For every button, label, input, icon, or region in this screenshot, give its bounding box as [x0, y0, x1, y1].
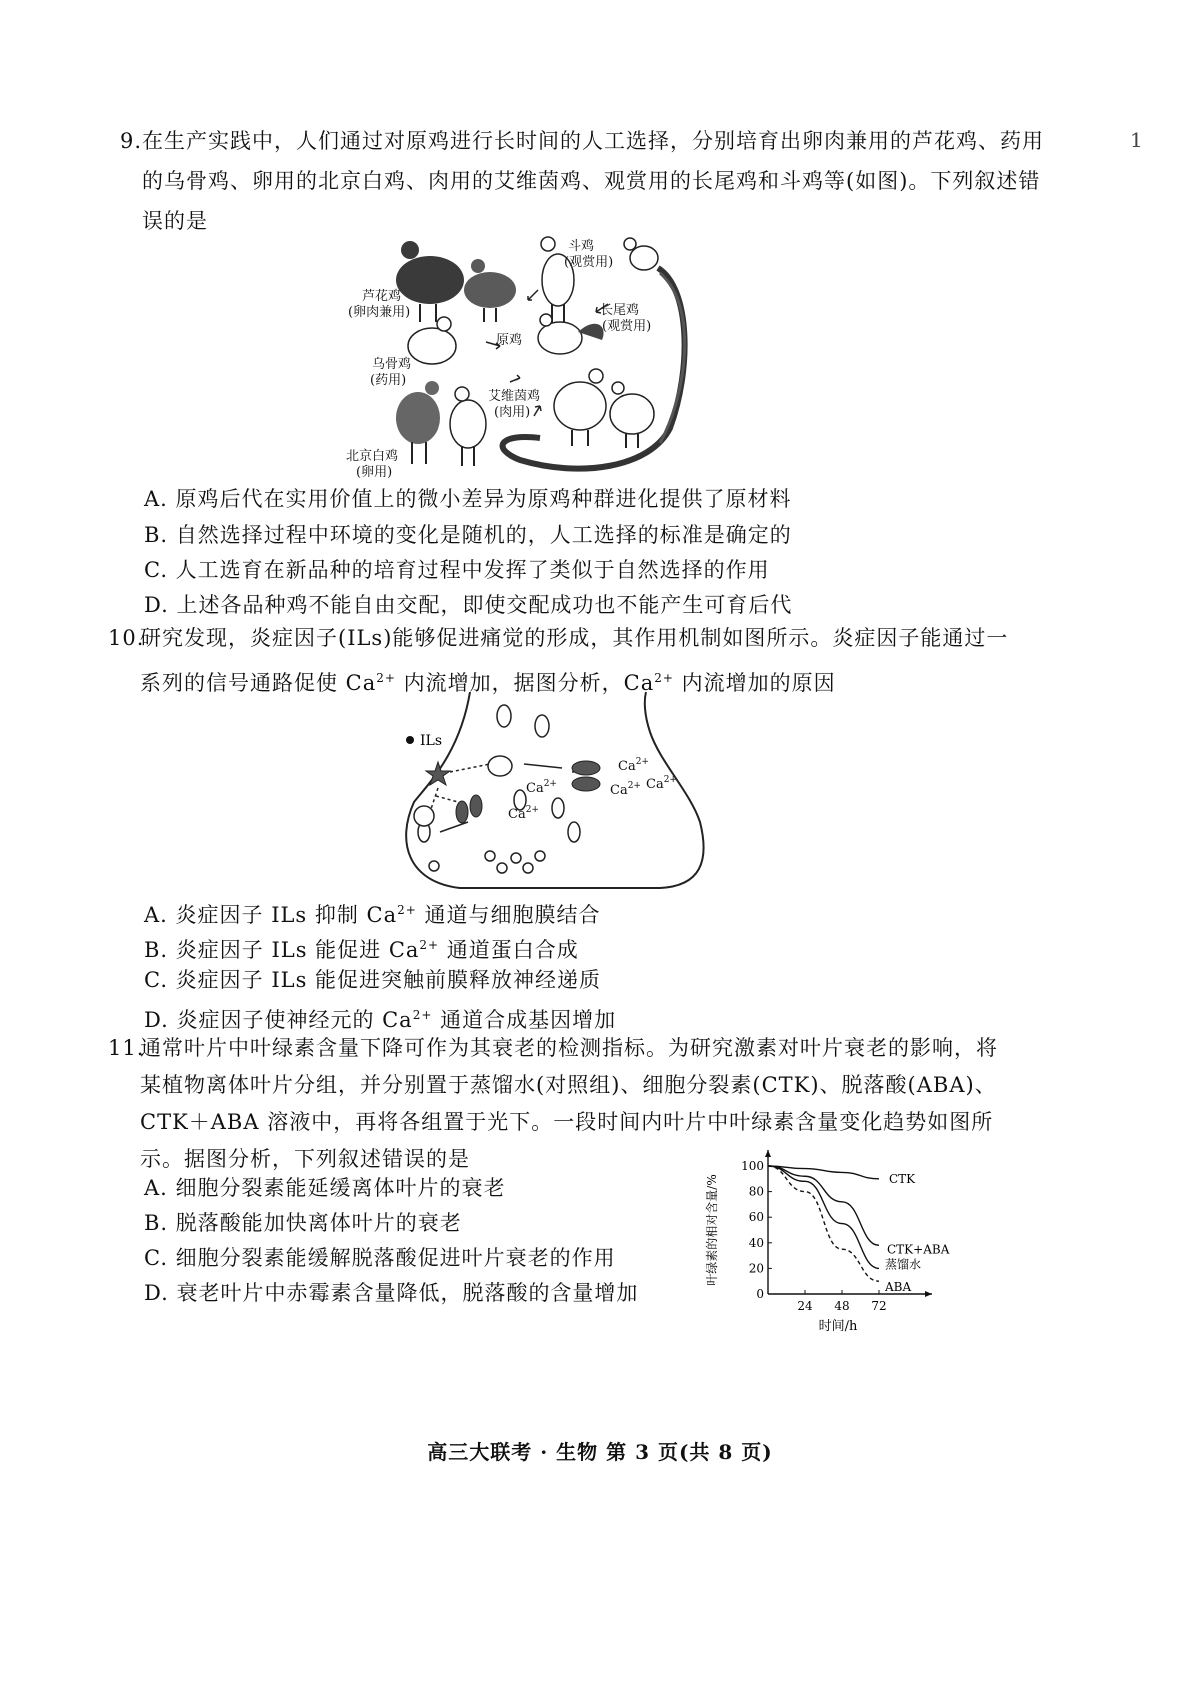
question-11-stem-line-2: 某植物离体叶片分组，并分别置于蒸馏水(对照组)、细胞分裂素(CTK)、脱落酸(ABA)、 — [140, 1073, 997, 1097]
beijing-white-chicken-icon — [396, 381, 486, 466]
question-9 — [120, 121, 1140, 241]
label-luhua: 芦花鸡 — [362, 289, 402, 304]
y-tick-label: 80 — [748, 1184, 764, 1199]
label-aiweiyin: 艾维茵鸡 — [488, 389, 541, 404]
question-11-stem-line-3: CTK＋ABA 溶液中，再将各组置于光下。一段时间内叶片中叶绿素含量变化趋势如图所 — [140, 1110, 994, 1134]
x-axis-label: 时间/h — [818, 1319, 858, 1334]
x-tick-label: 72 — [871, 1299, 887, 1313]
ils-mechanism-figure — [400, 692, 740, 896]
series-line-CTK+ABA — [768, 1166, 879, 1245]
label-aiweiyin-use: (肉用) — [494, 405, 531, 420]
y-tick-label: 0 — [756, 1287, 764, 1301]
label-douji: 斗鸡 — [568, 239, 595, 254]
q10-option-b: B. 炎症因子 ILs 能促进 $Ca^{2+}$ 通道蛋白合成 — [144, 938, 579, 962]
y-axis-arrow-icon — [765, 1150, 771, 1157]
q11-option-d: D. 衰老叶片中赤霉素含量降低，脱落酸的含量增加 — [144, 1281, 639, 1305]
ils-label: ILs — [420, 733, 443, 749]
label-luhua-use: (卵肉兼用) — [348, 305, 411, 320]
question-10-stem-line-1: 研究发现，炎症因子(ILs)能够促进痛觉的形成，其作用机制如图所示。炎症因子能通过一 — [140, 626, 1009, 650]
changwei-chicken-icon — [624, 238, 658, 270]
x-tick-label: 48 — [834, 1299, 850, 1313]
question-10 — [108, 618, 1148, 703]
nucleus-icon — [414, 806, 434, 826]
series-label-ABA: ABA — [885, 1280, 912, 1295]
yuanji-chicken-icon — [538, 314, 604, 354]
ca-channel-icon — [572, 777, 600, 791]
ca-label: $Ca^{2+}$ — [508, 805, 539, 822]
question-11-number: 11. — [108, 1036, 145, 1060]
label-yuanji: 原鸡 — [496, 333, 523, 348]
label-wugu: 乌骨鸡 — [372, 357, 412, 372]
question-11-stem-line-4: 示。据图分析，下列叙述错误的是 — [140, 1147, 470, 1171]
q11-option-a: A. 细胞分裂素能延缓离体叶片的衰老 — [144, 1176, 506, 1200]
y-axis-label: 叶绿素的相对含量/% — [705, 1174, 719, 1286]
q9-option-b: B. 自然选择过程中环境的变化是随机的，人工选择的标准是确定的 — [144, 523, 792, 547]
label-douji-use: (观赏用) — [564, 255, 614, 270]
y-tick-label: 20 — [748, 1261, 764, 1276]
q10-option-a: A. 炎症因子 ILs 抑制 $Ca^{2+}$ 通道与细胞膜结合 — [144, 903, 601, 927]
channel-protein-icon — [470, 795, 482, 817]
luhua-chicken-icon — [396, 241, 516, 322]
mito-icon — [497, 705, 511, 727]
wugu-chicken-icon — [408, 317, 456, 364]
q10-option-c: C. 炎症因子 ILs 能促进突触前膜释放神经递质 — [144, 968, 602, 992]
q10-option-d: D. 炎症因子使神经元的 $Ca^{2+}$ 通道合成基因增加 — [144, 1008, 617, 1032]
series-label-CTK+ABA: CTK+ABA — [887, 1242, 950, 1257]
label-changwei-use: (观赏用) — [602, 319, 652, 334]
mito-icon — [568, 822, 580, 842]
x-tick-label: 24 — [797, 1299, 813, 1313]
ca-label: $Ca^{2+}$ — [526, 779, 557, 796]
series-label-蒸馏水: 蒸馏水 — [885, 1257, 922, 1272]
question-11-stem-line-1: 通常叶片中叶绿素含量下降可作为其衰老的检测指标。为研究激素对叶片衰老的影响，将 — [140, 1036, 998, 1060]
channel-vesicle-icon — [488, 756, 512, 776]
ca-channel-icon — [572, 761, 600, 775]
question-9-stem-line-1: 在生产实践中，人们通过对原鸡进行长时间的人工选择，分别培育出卵肉兼用的芦花鸡、药用 — [142, 129, 1044, 153]
q9-option-c: C. 人工选育在新品种的培育过程中发挥了类似于自然选择的作用 — [144, 558, 770, 582]
question-10-number: 10. — [108, 626, 145, 650]
question-9-stem-line-2: 的乌骨鸡、卵用的北京白鸡、肉用的艾维茵鸡、观赏用的长尾鸡和斗鸡等(如图)。下列叙述错 — [142, 169, 1041, 193]
page-footer: 高三大联考 · 生物 第 3 页(共 8 页) — [427, 1440, 773, 1464]
q11-option-c: C. 细胞分裂素能缓解脱落酸促进叶片衰老的作用 — [144, 1246, 616, 1270]
y-tick-label: 40 — [748, 1235, 764, 1250]
q9-option-a: A. 原鸡后代在实用价值上的微小差异为原鸡种群进化提供了原材料 — [144, 487, 792, 511]
channel-protein-icon — [456, 801, 468, 823]
aiweiyin-chicken-icon — [554, 369, 654, 448]
chicken-breeds-figure — [340, 228, 740, 486]
page-corner-mark: 1 — [1130, 128, 1143, 152]
chlorophyll-chart — [700, 1142, 960, 1342]
q9-option-d: D. 上述各品种鸡不能自由交配，即使交配成功也不能产生可育后代 — [144, 593, 793, 617]
series-line-蒸馏水 — [768, 1166, 879, 1268]
label-beijing-use: (卵用) — [356, 465, 393, 480]
y-tick-label: 60 — [748, 1210, 764, 1225]
series-line-ABA — [768, 1166, 879, 1281]
q11-option-b: B. 脱落酸能加快离体叶片的衰老 — [144, 1211, 462, 1235]
question-9-number: 9. — [120, 129, 143, 153]
label-beijing: 北京白鸡 — [346, 449, 399, 464]
y-tick-label: 100 — [741, 1159, 764, 1173]
mito-icon — [552, 798, 564, 818]
mito-icon — [535, 715, 549, 737]
ca-label: $Ca^{2+}$ — [610, 781, 641, 798]
ca-label: $Ca^{2+}$ — [618, 757, 649, 774]
question-10-stem-line-2: 系列的信号通路促使 $Ca^{2+}$ 内流增加，据图分析，$Ca^{2+}$ 内流增加的原因 — [140, 671, 836, 695]
question-11 — [108, 1030, 1148, 1178]
ca-label: $Ca^{2+}$ — [646, 775, 677, 792]
question-9-stem-line-3: 误的是 — [142, 209, 208, 233]
ils-dot-icon — [406, 736, 414, 744]
label-changwei: 长尾鸡 — [600, 303, 640, 318]
series-label-CTK: CTK — [889, 1171, 916, 1186]
label-wugu-use: (药用) — [370, 373, 407, 388]
x-axis-arrow-icon — [925, 1291, 932, 1297]
